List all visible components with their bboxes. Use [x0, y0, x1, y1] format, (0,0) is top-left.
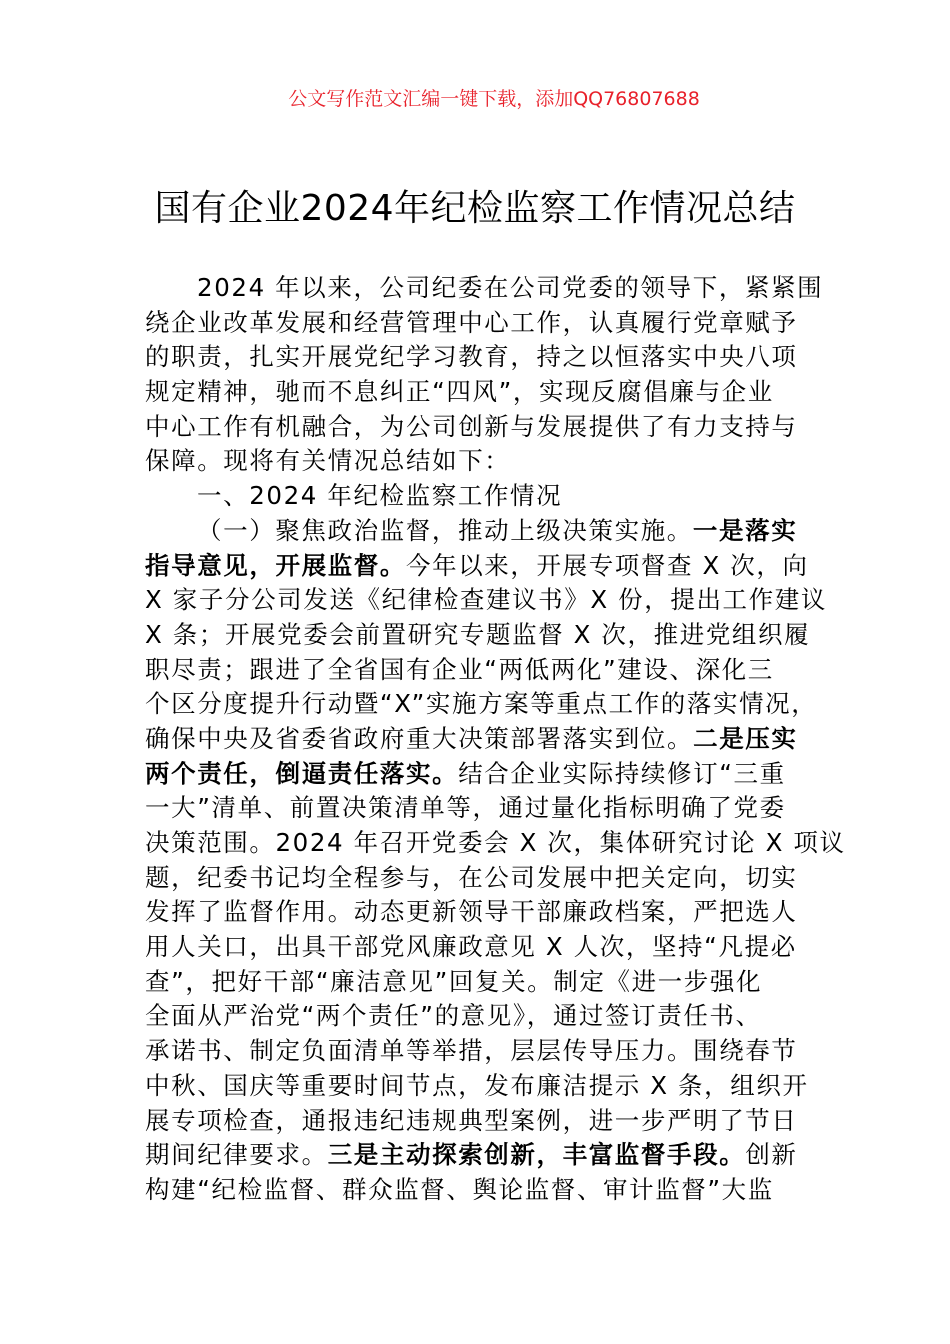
text-segment: 保障。现将有关情况总结如下： — [145, 446, 511, 476]
text-segment: 个区分度提升行动暨“X”实施方案等重点工作的落实情况， — [145, 689, 818, 719]
bold-text: 三是主动探索创新，丰富监督手段。 — [327, 1140, 746, 1170]
text-line — [145, 965, 845, 1000]
bold-text: 一是落实 — [692, 515, 798, 545]
text-line — [145, 861, 845, 896]
bold-text: 两个责任，倒逼责任落实。 — [145, 758, 459, 788]
text-segment: 用人关口，出具干部党风廉政意见 X 人次，坚持“凡提必 — [145, 932, 797, 962]
text-line — [145, 410, 845, 445]
bold-text: 指导意见，开展监督。 — [145, 550, 406, 580]
download-banner: 公文写作范文汇编一键下载，添加QQ76807688 — [288, 88, 700, 110]
text-segment: 今年以来，开展专项督查 X 次，向 — [406, 550, 809, 580]
text-segment: 查”，把好干部“廉洁意见”回复关。制定《进一步强化 — [145, 966, 763, 996]
text-line — [145, 618, 845, 653]
text-line — [145, 306, 845, 341]
text-segment: 一、2024 年纪检监察工作情况 — [197, 481, 563, 511]
text-line — [145, 791, 845, 826]
text-segment: 规定精神，驰而不息纠正“四风”，实现反腐倡廉与企业 — [145, 377, 774, 407]
text-line — [145, 1138, 845, 1173]
text-segment: 的职责，扎实开展党纪学习教育，持之以恒落实中央八项 — [145, 342, 798, 372]
text-line — [145, 1104, 845, 1139]
text-segment: 全面从严治党“两个责任”的意见》，通过签订责任书、 — [145, 1001, 762, 1031]
document-title: 国有企业2024年纪检监察工作情况总结 — [154, 188, 796, 229]
bold-text: 二是压实 — [693, 723, 798, 753]
text-line — [145, 930, 845, 965]
text-line — [145, 895, 845, 930]
text-line — [145, 271, 845, 306]
text-line — [145, 999, 845, 1034]
text-line — [145, 514, 845, 549]
text-line — [145, 444, 845, 479]
text-segment: 2024 年以来，公司纪委在公司党委的领导下，紧紧围 — [197, 273, 824, 302]
text-segment: 确保中央及省委省政府重大决策部署落实到位。 — [145, 723, 694, 753]
text-line — [145, 340, 845, 375]
text-line — [145, 1069, 845, 1104]
text-line — [145, 1034, 845, 1069]
text-line — [145, 583, 845, 618]
text-segment: 展专项检查，通报违纪违规典型案例，进一步严明了节日 — [145, 1105, 798, 1135]
text-segment: 题，纪委书记均全程参与，在公司发展中把关定向，切实 — [145, 862, 798, 892]
text-segment: 构建“纪检监督、群众监督、舆论监督、审计监督”大监 — [145, 1174, 774, 1204]
text-line — [145, 1173, 845, 1208]
text-line — [145, 479, 845, 514]
text-line — [145, 826, 845, 861]
text-segment: 发挥了监督作用。动态更新领导干部廉政档案，严把选人 — [145, 897, 798, 927]
text-line — [145, 687, 845, 722]
text-segment: X 条；开展党委会前置研究专题监督 X 次，推进党组织履 — [145, 619, 811, 649]
text-line — [145, 653, 845, 688]
text-segment: 绕企业改革发展和经营管理中心工作，认真履行党章赋予 — [145, 307, 798, 337]
text-segment: X 家子分公司发送《纪律检查建议书》X 份，提出工作建议 — [145, 585, 827, 615]
text-segment: 一大”清单、前置决策清单等，通过量化指标明确了党委 — [145, 793, 786, 823]
text-line — [145, 375, 845, 410]
text-line — [145, 549, 845, 584]
text-segment: 承诺书、制定负面清单等举措，层层传导压力。围绕春节 — [145, 1036, 798, 1066]
text-segment: 中秋、国庆等重要时间节点，发布廉洁提示 X 条，组织开 — [145, 1070, 809, 1100]
text-segment: （一）聚焦政治监督，推动上级决策实施。 — [197, 515, 693, 545]
text-segment: 期间纪律要求。 — [145, 1140, 328, 1170]
text-segment: 中心工作有机融合，为公司创新与发展提供了有力支持与 — [145, 411, 798, 441]
text-segment: 结合企业实际持续修订“三重 — [458, 758, 786, 788]
text-segment: 创新 — [745, 1140, 798, 1170]
document-body — [145, 271, 845, 1208]
text-line — [145, 722, 845, 757]
text-line — [145, 757, 845, 792]
text-segment: 决策范围。2024 年召开党委会 X 次，集体研究讨论 X 项议 — [145, 828, 846, 857]
text-segment: 职尽责；跟进了全省国有企业“两低两化”建设、深化三 — [145, 654, 774, 684]
